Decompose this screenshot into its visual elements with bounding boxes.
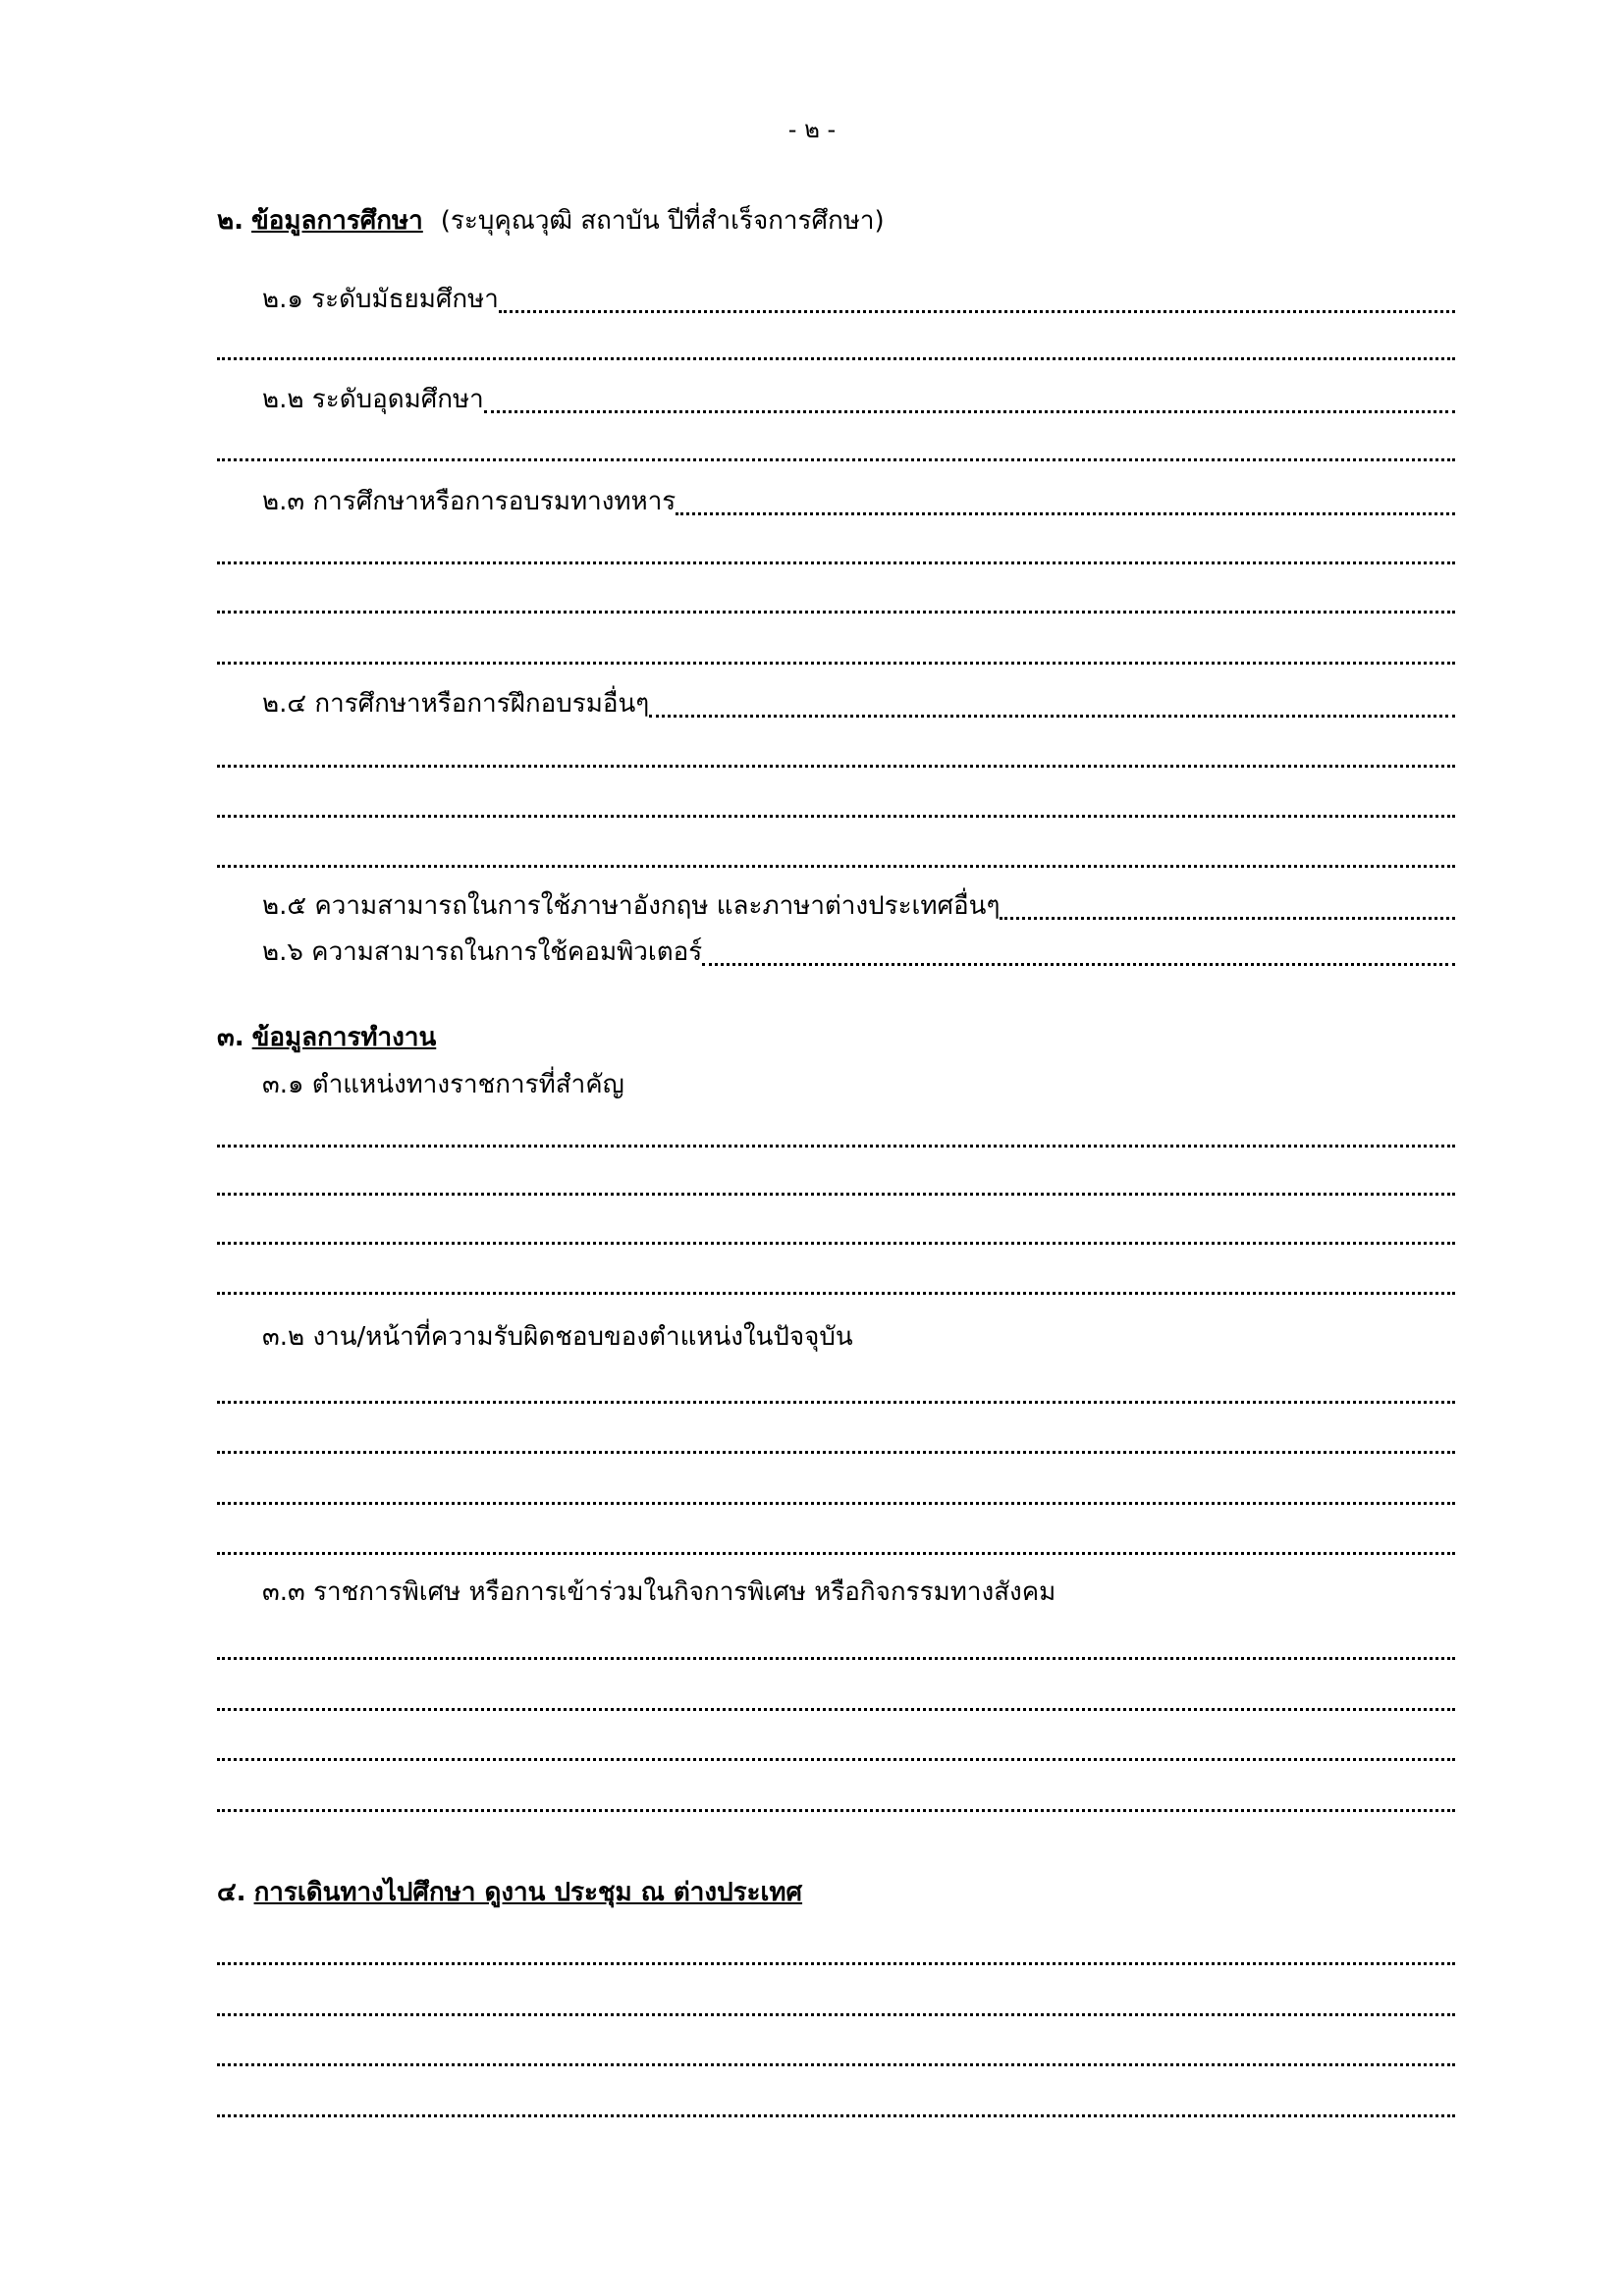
fill-in-line[interactable] <box>217 1162 1455 1201</box>
fill-in-dots <box>217 357 1455 360</box>
item-2-2-line[interactable] <box>217 380 1455 419</box>
section-4-heading <box>217 1873 802 1912</box>
fill-in-line[interactable] <box>217 2033 1455 2072</box>
fill-in-line[interactable] <box>217 2084 1455 2123</box>
fill-in-dots <box>217 611 1455 614</box>
fill-in-line[interactable] <box>217 531 1455 570</box>
fill-in-line[interactable] <box>217 1420 1455 1460</box>
item-2-5-label: ๒.๕ ความสามารถในการใช้ภาษาอังกฤษ และภาษาต่างประเทศอื่นๆ <box>262 891 1001 921</box>
fill-in-line[interactable] <box>217 1522 1455 1561</box>
fill-in-dots <box>1000 917 1455 920</box>
fill-in-dots <box>217 1292 1455 1295</box>
section-2-number: ๒. <box>217 206 244 236</box>
fill-in-line[interactable] <box>217 1779 1455 1818</box>
fill-in-dots <box>217 1809 1455 1812</box>
fill-in-dots <box>484 410 1455 413</box>
fill-in-dots <box>217 815 1455 818</box>
fill-in-dots <box>217 458 1455 461</box>
fill-in-dots <box>217 662 1455 665</box>
fill-in-dots <box>217 2063 1455 2066</box>
section-3-number: ๓. <box>217 1023 244 1052</box>
item-2-5-line[interactable] <box>217 886 1455 926</box>
fill-in-dots <box>217 1145 1455 1148</box>
item-2-1-line[interactable] <box>217 280 1455 319</box>
fill-in-line[interactable] <box>217 1983 1455 2022</box>
fill-in-dots <box>217 865 1455 868</box>
item-2-4-line[interactable] <box>217 684 1455 723</box>
fill-in-line[interactable] <box>217 1114 1455 1153</box>
item-3-1-label: ๓.๑ ตำแหน่งทางราชการที่สำคัญ <box>262 1070 624 1099</box>
item-2-1-label: ๒.๑ ระดับมัธยมศึกษา <box>262 285 499 314</box>
fill-in-line[interactable] <box>217 580 1455 619</box>
fill-in-dots <box>217 2114 1455 2117</box>
fill-in-dots <box>217 1193 1455 1196</box>
item-2-6-line[interactable] <box>217 933 1455 972</box>
item-2-3-line[interactable] <box>217 482 1455 521</box>
fill-in-line[interactable] <box>217 834 1455 874</box>
fill-in-line[interactable] <box>217 1261 1455 1301</box>
fill-in-line[interactable] <box>217 1471 1455 1511</box>
section-2-heading <box>217 201 885 240</box>
fill-in-line[interactable] <box>217 327 1455 366</box>
fill-in-dots <box>217 1657 1455 1660</box>
section-2-note: (ระบุคุณวุฒิ สถาบัน ปีที่สำเร็จการศึกษา) <box>440 206 885 236</box>
item-3-3-label: ๓.๓ ราชการพิเศษ หรือการเข้าร่วมในกิจการพิเศษ หรือกิจกรรมทางสังคม <box>262 1577 1056 1607</box>
section-4-number: ๔. <box>217 1878 246 1907</box>
fill-in-dots <box>217 1451 1455 1454</box>
item-2-6-label: ๒.๖ ความสามารถในการใช้คอมพิวเตอร์ <box>262 937 703 967</box>
fill-in-line[interactable] <box>217 1678 1455 1717</box>
section-2-title: ข้อมูลการศึกษา <box>251 206 423 236</box>
fill-in-dots <box>702 963 1455 966</box>
fill-in-dots <box>499 310 1455 313</box>
fill-in-dots <box>217 1758 1455 1761</box>
fill-in-dots <box>676 512 1455 515</box>
fill-in-line[interactable] <box>217 1211 1455 1251</box>
item-2-4-label: ๒.๔ การศึกษาหรือการฝึกอบรมอื่นๆ <box>262 689 650 719</box>
section-3-heading <box>217 1018 436 1057</box>
fill-in-line[interactable] <box>217 428 1455 467</box>
fill-in-line[interactable] <box>217 1728 1455 1767</box>
fill-in-line[interactable] <box>217 734 1455 774</box>
fill-in-line[interactable] <box>217 1370 1455 1410</box>
fill-in-dots <box>217 561 1455 564</box>
fill-in-dots <box>217 2013 1455 2016</box>
item-2-3-label: ๒.๓ การศึกษาหรือการอบรมทางทหาร <box>262 487 677 516</box>
section-3-title: ข้อมูลการทำงาน <box>251 1023 437 1052</box>
fill-in-line[interactable] <box>217 784 1455 824</box>
fill-in-dots <box>649 715 1455 718</box>
section-4-title: การเดินทางไปศึกษา ดูงาน ประชุม ณ ต่างประเทศ <box>253 1878 803 1907</box>
fill-in-dots <box>217 1962 1455 1965</box>
fill-in-line[interactable] <box>217 631 1455 670</box>
fill-in-line[interactable] <box>217 1932 1455 1971</box>
fill-in-dots <box>217 1502 1455 1505</box>
fill-in-dots <box>217 765 1455 768</box>
fill-in-dots <box>217 1401 1455 1404</box>
fill-in-dots <box>217 1708 1455 1711</box>
fill-in-dots <box>217 1242 1455 1245</box>
fill-in-dots <box>217 1552 1455 1555</box>
fill-in-line[interactable] <box>217 1627 1455 1666</box>
page-number: - ๒ - <box>787 116 837 143</box>
item-3-2-label: ๓.๒ งาน/หน้าที่ความรับผิดชอบของตำแหน่งในปัจจุบัน <box>262 1322 853 1352</box>
item-2-2-label: ๒.๒ ระดับอุดมศึกษา <box>262 385 484 414</box>
